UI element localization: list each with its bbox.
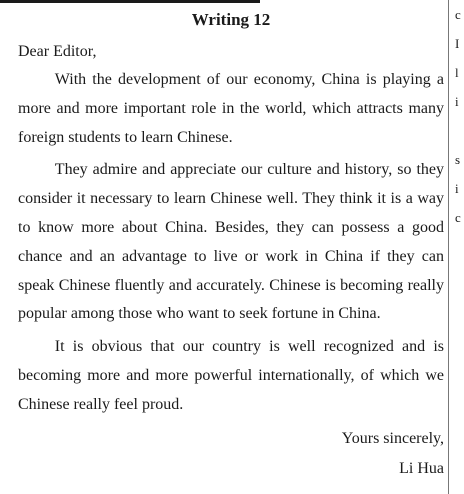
page-title: Writing 12 bbox=[191, 10, 271, 29]
paragraph-2: They admire and appreciate our culture and history, so they consider it necessary to learn Chinese well. They think it is a way to know more about China. Besides, they can possess a good chance and an advantage to live or work in China if they can speak Chinese fluently and accurately. Chinese is becoming really popular among those who want to seek fortune in China. bbox=[18, 161, 444, 323]
edge-fragment: i bbox=[455, 181, 459, 196]
paragraph-1: With the development of our economy, China is playing a more and more important role in the world, which attracts many foreign students to learn Chinese. bbox=[18, 71, 444, 146]
edge-fragment: I bbox=[455, 36, 460, 51]
signature: Li Hua bbox=[399, 459, 444, 477]
column-divider bbox=[448, 0, 449, 494]
edge-fragment: l bbox=[455, 65, 459, 80]
top-border-rule bbox=[0, 0, 260, 3]
edge-fragment: s bbox=[455, 152, 461, 167]
letter-page bbox=[18, 8, 444, 484]
edge-fragment: i bbox=[455, 94, 459, 109]
paragraph-3: It is obvious that our country is well recognized and is becoming more and more powerful internationally, of which we Chinese really feel proud. bbox=[18, 338, 444, 413]
salutation: Dear Editor, bbox=[18, 43, 97, 60]
edge-fragment: c bbox=[455, 210, 461, 225]
closing: Yours sincerely, bbox=[341, 429, 444, 447]
edge-fragment: c bbox=[455, 7, 461, 22]
adjacent-column-fragment bbox=[455, 0, 464, 494]
